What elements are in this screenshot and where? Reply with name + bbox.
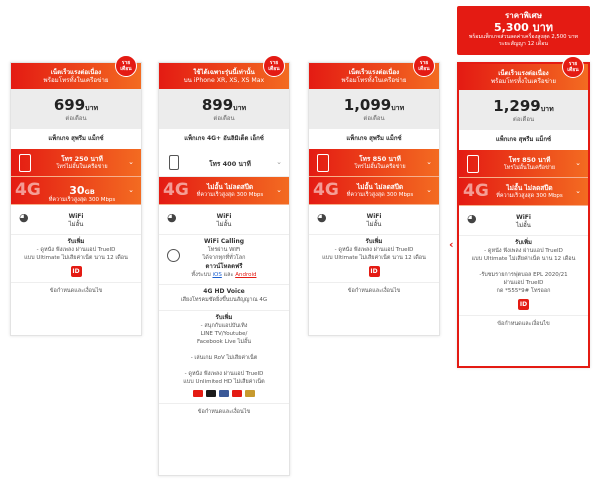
4g-icon: 4G — [313, 180, 339, 200]
4g-icon: 4G — [163, 180, 189, 200]
android-link[interactable]: Android — [235, 271, 257, 278]
price-value: 1,099 — [343, 96, 392, 114]
terms-link[interactable]: ข้อกำหนดและเงื่อนไข — [459, 315, 588, 332]
phone-icon — [19, 154, 31, 172]
wifi-value: ไม่อั้น — [366, 220, 382, 228]
plan-header — [11, 60, 141, 89]
wifi-calling-icon — [167, 249, 180, 262]
data-row[interactable] — [11, 177, 141, 205]
plan-header-line2: บน iPhone XR, XS, XS Max — [183, 76, 265, 84]
price-unit: บาท — [540, 105, 554, 113]
wifi-row — [459, 206, 588, 236]
phone-icon — [169, 155, 179, 170]
plan-header-line2: พร้อมโทรทั้งในเครือข่าย — [341, 76, 407, 84]
price-value: 899 — [201, 96, 234, 114]
package-name: แพ็กเกจ สุพรีม แม็กซ์ — [48, 135, 104, 142]
ios-link[interactable]: iOS — [212, 271, 222, 278]
wifi-label: WiFi — [366, 213, 382, 220]
4g-icon: 4G — [463, 181, 489, 201]
monthly-badge: ราย เดือน — [263, 55, 285, 77]
wifi-calling — [159, 235, 289, 285]
extras-line: แบบ Ultimate ไม่เสียค่าเน็ต นาน 12 เดือน — [24, 254, 128, 261]
extras-line: - เล่นเกม RoV ไม่เสียค่าเน็ต — [190, 354, 258, 361]
plan-header-line1: ใช้ได้เฉพาะรุ่นนี้เท่านั้น — [193, 69, 255, 76]
extras-line: แบบ Ultimate ไม่เสียค่าเน็ต นาน 12 เดือน — [471, 255, 576, 262]
price-unit: บาท — [233, 104, 247, 112]
hd-voice-text: เสียงโทรคมชัดยิ่งขึ้นบนสัญญาณ 4G — [180, 296, 268, 303]
wifi-label: WiFi — [216, 213, 232, 220]
call-sub: โทรไม่อั้นในเครือข่าย — [503, 164, 556, 171]
epl-line: กด *555*9# โทรออก — [496, 287, 551, 294]
price-box — [309, 89, 439, 129]
epl-line: ผ่านแอป TrueID — [503, 279, 544, 286]
hd-voice-title: 4G HD Voice — [203, 287, 245, 295]
trueid-tv-icon: ID — [370, 267, 378, 275]
monthly-badge: ราย เดือน — [413, 55, 435, 77]
call-sub: โทรไม่อั้นในเครือข่าย — [56, 163, 108, 170]
terms-link[interactable]: ข้อกำหนดและเงื่อนไข — [309, 282, 439, 299]
chevron-down-icon[interactable]: ⌄ — [276, 186, 282, 194]
wifi-row — [11, 205, 141, 235]
extras-line: - ดูหนัง ฟังเพลง ผ่านแอป TrueID — [184, 370, 264, 377]
call-minutes: โทร 400 นาที — [209, 160, 251, 168]
plan-header — [459, 61, 588, 90]
price-period: ต่อเดือน — [512, 116, 535, 123]
phone-icon — [467, 155, 479, 173]
data-amount: 30 — [69, 184, 85, 197]
extras — [11, 235, 141, 282]
wifi-icon: ◕ — [167, 211, 177, 224]
plan-card-1299[interactable] — [457, 62, 590, 368]
chevron-down-icon[interactable]: ⌄ — [128, 158, 134, 166]
price-box — [11, 89, 141, 129]
trueid-tv-icon: ID — [72, 267, 80, 275]
app-icons — [163, 390, 285, 397]
line-tv-icon — [206, 390, 216, 397]
extras — [459, 236, 588, 315]
extras-title: รับเพิ่ม — [515, 239, 532, 246]
rov-icon — [245, 390, 255, 397]
extras — [159, 311, 289, 403]
call-row[interactable] — [459, 150, 588, 178]
wifi-label: WiFi — [516, 214, 531, 221]
plan-header-line2: พร้อมโทรทั้งในเครือข่าย — [43, 76, 109, 84]
promo-price: 5,300 บาท — [493, 21, 554, 34]
wifi-value: ไม่อั้น — [68, 220, 84, 228]
price-period: ต่อเดือน — [213, 115, 235, 122]
special-price-banner — [457, 6, 590, 55]
4g-icon: 4G — [15, 180, 41, 200]
monthly-badge: ราย เดือน — [115, 55, 137, 77]
call-minutes: โทร 850 นาที — [508, 156, 551, 164]
call-row[interactable] — [11, 149, 141, 177]
price-box — [159, 89, 289, 129]
plan-header — [309, 60, 439, 89]
extras-line: Facebook Live ไม่อั้น — [196, 338, 252, 345]
price-period: ต่อเดือน — [363, 115, 385, 122]
data-amount: ไม่อั้น ไม่ลดสปีด — [506, 184, 553, 192]
phone-icon — [317, 154, 329, 172]
facebook-icon — [219, 390, 229, 397]
extras-title: รับเพิ่ม — [67, 238, 85, 245]
monthly-badge: ราย เดือน — [562, 56, 584, 78]
download-text: ทั้งระบบ — [191, 271, 211, 278]
terms-link[interactable]: ข้อกำหนดและเงื่อนไข — [11, 282, 141, 299]
wifi-value: ไม่อั้น — [216, 220, 232, 228]
call-sub: โทรไม่อั้นในเครือข่าย — [354, 163, 406, 170]
price-value: 699 — [53, 96, 86, 114]
call-row[interactable] — [309, 149, 439, 177]
plan-header-line1: เน็ตเร็วแรงต่อเนื่อง — [50, 69, 102, 76]
extras-title: รับเพิ่ม — [215, 313, 233, 321]
package-name: แพ็กเกจ 4G+ อันลิมิเต็ด เอ็กซ์ — [184, 135, 264, 142]
chevron-down-icon[interactable]: ⌄ — [575, 159, 581, 167]
extras-line: - ดูหนัง ฟังเพลง ผ่านแอป TrueID — [484, 247, 563, 254]
data-speed: ที่ความเร็วสูงสุด 300 Mbps — [346, 191, 414, 198]
plan-header-line1: เน็ตเร็วแรงต่อเนื่อง — [498, 70, 549, 77]
data-row[interactable] — [159, 177, 289, 205]
price-unit: บาท — [85, 104, 99, 112]
call-minutes: โทร 250 นาที — [61, 155, 103, 163]
wifi-label: WiFi — [68, 213, 84, 220]
hd-voice — [159, 285, 289, 311]
data-row[interactable] — [459, 178, 588, 206]
price-unit: บาท — [391, 104, 405, 112]
wifi-calling-title: WiFi Calling — [203, 238, 245, 245]
price-value: 1,299 — [493, 97, 541, 115]
extras-line: - ดูหนัง ฟังเพลง ผ่านแอป TrueID — [36, 246, 116, 253]
wifi-icon: ◕ — [19, 211, 29, 224]
price-box — [459, 90, 588, 130]
terms-link[interactable]: ข้อกำหนดและเงื่อนไข — [159, 403, 289, 420]
plan-header — [159, 60, 289, 89]
extras-line: แบบ Unlimited HD ไม่เสียค่าเน็ต — [183, 378, 265, 385]
extras-title: รับเพิ่ม — [365, 238, 383, 245]
download-title: ดาวน์โหลดฟรี — [205, 262, 243, 270]
wifi-calling-line: ได้จากทุกที่ทั่วโลก — [202, 254, 246, 261]
wifi-row — [159, 205, 289, 235]
chevron-down-icon[interactable]: ⌄ — [575, 187, 581, 195]
wifi-icon: ◕ — [467, 212, 477, 225]
chevron-down-icon[interactable]: ⌄ — [426, 158, 432, 166]
trueid-tv-icon: ID — [519, 300, 528, 308]
chevron-down-icon[interactable]: ⌄ — [128, 186, 134, 194]
data-row[interactable] — [309, 177, 439, 205]
extras-line: แบบ Ultimate ไม่เสียค่าเน็ต นาน 12 เดือน — [322, 254, 426, 261]
data-speed: ที่ความเร็วสูงสุด 300 Mbps — [48, 197, 116, 204]
price-period: ต่อเดือน — [65, 115, 87, 122]
wifi-calling-line: โทรผ่าน WiFi — [207, 246, 241, 253]
data-unit: GB — [84, 188, 95, 196]
chevron-left-icon[interactable]: ‹ — [449, 238, 454, 251]
extras — [309, 235, 439, 282]
extras-line: - สนุกกับแอปบันเทิง — [200, 322, 248, 329]
chevron-down-icon[interactable]: ⌄ — [426, 186, 432, 194]
trueid-tv-icon — [232, 390, 242, 397]
data-speed: ที่ความเร็วสูงสุด 300 Mbps — [496, 192, 563, 199]
data-amount: ไม่อั้น ไม่ลดสปีด — [206, 183, 254, 191]
plan-card-899[interactable] — [158, 62, 290, 476]
chevron-down-icon[interactable]: ⌄ — [276, 158, 282, 166]
plan-card-1099[interactable] — [308, 62, 440, 336]
data-amount: ไม่อั้น ไม่ลดสปีด — [356, 183, 404, 191]
promo-title: ราคาพิเศษ — [505, 11, 542, 20]
package-name: แพ็กเกจ สุพรีม แม็กซ์ — [346, 135, 402, 142]
promo-line2: ระยะสัญญา 12 เดือน — [498, 40, 549, 47]
wifi-row — [309, 205, 439, 235]
epl-line: -รับชมรายการฟุตบอล EPL 2020/21 — [479, 271, 568, 278]
wifi-icon: ◕ — [317, 211, 327, 224]
promo-line1: พร้อมแพ็กเกจส่วนลดค่าเครื่องสูงสุด 2,500 บาท — [468, 34, 579, 41]
package-name: แพ็กเกจ สุพรีม แม็กซ์ — [495, 136, 552, 143]
call-row[interactable] — [159, 149, 289, 177]
plan-card-699[interactable] — [10, 62, 142, 336]
extras-line: - ดูหนัง ฟังเพลง ผ่านแอป TrueID — [334, 246, 414, 253]
plan-header-line1: เน็ตเร็วแรงต่อเนื่อง — [348, 69, 400, 76]
download-and: และ — [223, 271, 234, 278]
data-speed: ที่ความเร็วสูงสุด 300 Mbps — [196, 191, 264, 198]
extras-line: LINE TV/Youtube/ — [200, 330, 248, 337]
wifi-value: ไม่อั้น — [516, 221, 531, 229]
plan-header-line2: พร้อมโทรทั้งในเครือข่าย — [491, 77, 556, 85]
call-minutes: โทร 850 นาที — [359, 155, 401, 163]
youtube-icon — [193, 390, 203, 397]
